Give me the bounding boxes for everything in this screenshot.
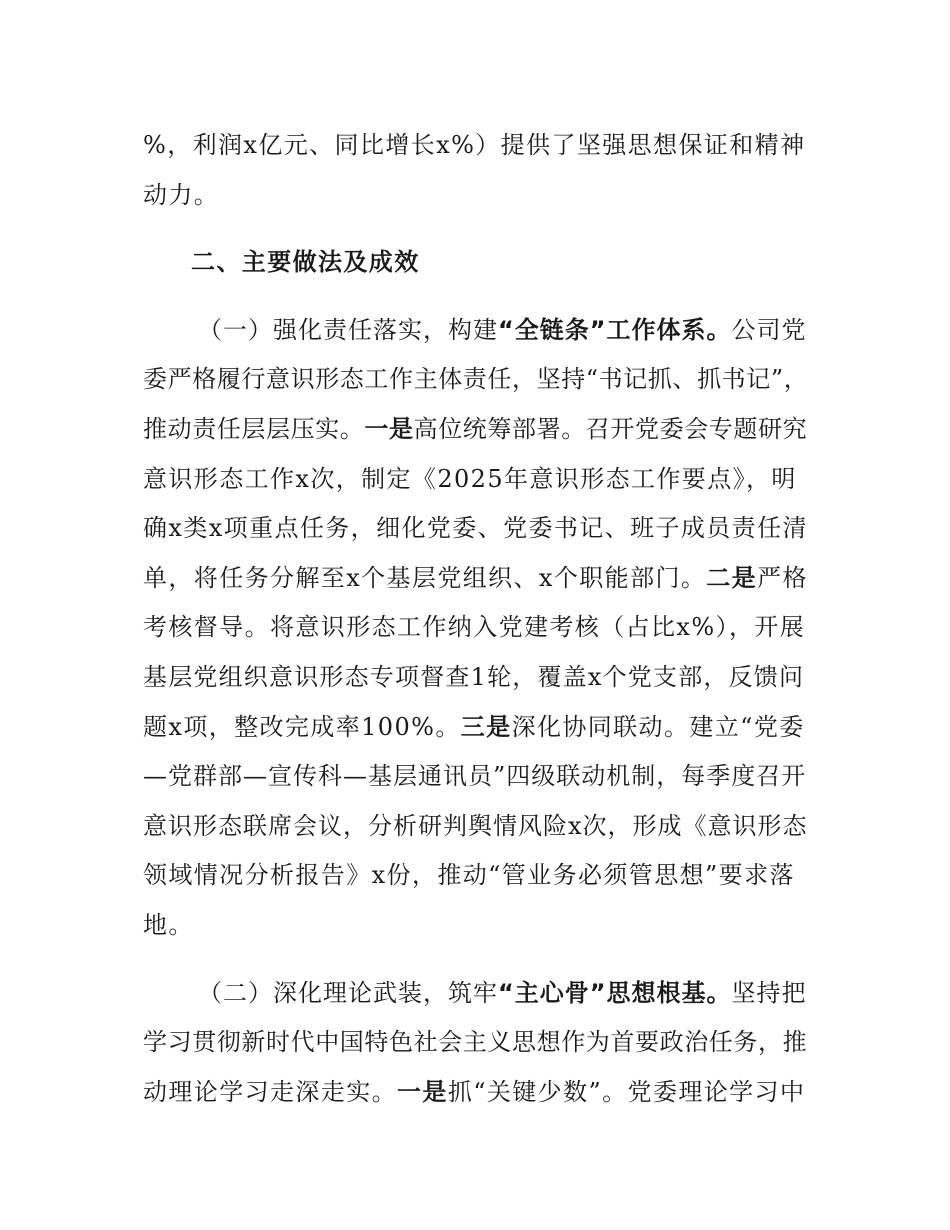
subsection-number: （二）深化理论武装，筑牢 xyxy=(198,978,498,1007)
text-run: 公司党 xyxy=(731,315,807,344)
text-line: 意识形态联席会议，分析研判舆情风险x次，形成《意识形态 xyxy=(143,811,808,840)
text-line: 学习贯彻新时代中国特色社会主义思想作为首要政治任务，推 xyxy=(143,1028,808,1057)
text-run: 深化协同联动。建立“党委 xyxy=(511,712,805,741)
paragraph-intro-end xyxy=(143,121,808,220)
text-line xyxy=(143,554,808,604)
point-marker: 三是 xyxy=(460,712,512,741)
text-run: 坚持把 xyxy=(731,978,807,1007)
document-page xyxy=(143,121,808,1117)
text-line xyxy=(143,1068,808,1118)
text-line xyxy=(143,405,808,455)
paragraph-section-2 xyxy=(143,969,808,1118)
text-line: 委严格履行意识形态工作主体责任，坚持“书记抓、抓书记”， xyxy=(143,365,809,394)
text-line xyxy=(143,969,808,1019)
text-run: 严格 xyxy=(757,563,808,592)
text-line xyxy=(143,306,808,356)
text-line xyxy=(143,703,808,753)
text-line: —党群部—宣传科—基层通讯员”四级联动机制，每季度召开 xyxy=(143,762,807,791)
subsection-number: （一）强化责任落实，构建 xyxy=(198,315,498,344)
text-run: 题x项，整改完成率100%。 xyxy=(143,712,461,741)
text-line: 考核督导。将意识形态工作纳入党建考核（占比x%），开展 xyxy=(143,613,806,642)
text-line: 地。 xyxy=(143,910,194,939)
point-marker: 一是 xyxy=(397,1077,448,1106)
text-line: 领域情况分析报告》x份，推动“管业务必须管思想”要求落 xyxy=(143,861,795,890)
point-marker: 一是 xyxy=(364,414,414,443)
text-line: %，利润x亿元、同比增长x%）提供了坚强思想保证和精神 xyxy=(143,131,806,159)
text-run: 高位统筹部署。召开党委会专题研究 xyxy=(413,414,808,443)
text-line: 动力。 xyxy=(143,180,220,209)
paragraph-section-1 xyxy=(143,306,808,951)
text-line: 确x类x项重点任务，细化党委、党委书记、班子成员责任清 xyxy=(143,514,808,543)
text-line: 基层党组织意识形态专项督查1轮，覆盖x个党支部，反馈问 xyxy=(143,662,805,691)
text-run: 抓“关键少数”。党委理论学习中 xyxy=(447,1077,806,1106)
text-run: 推动责任层层压实。 xyxy=(143,414,365,443)
point-marker: 二是 xyxy=(706,563,758,592)
section-heading: 二、主要做法及成效 xyxy=(191,248,420,277)
text-run: 单，将任务分解至x个基层党组织、x个职能部门。 xyxy=(143,563,707,592)
text-line: 意识形态工作x次，制定《2025年意识形态工作要点》，明 xyxy=(143,464,797,493)
subsection-title: “全链条”工作体系。 xyxy=(498,315,732,344)
text-run: 动理论学习走深走实。 xyxy=(143,1077,397,1106)
subsection-title: “主心骨”思想根基。 xyxy=(498,978,732,1007)
